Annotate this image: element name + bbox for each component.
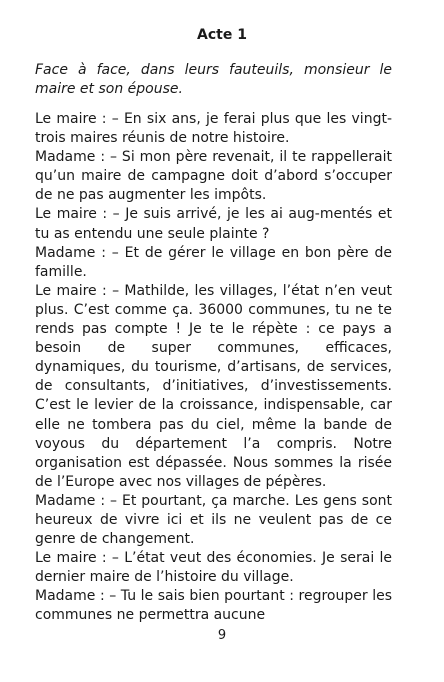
- dialogue-line: Le maire : – Mathilde, les villages, l’état n’en veut plus. C’est comme ça. 36000 communes, tu ne te rends pas compte ! Je te le répète : ce pays a besoin de super communes, efficaces, dynamiques, du tourisme, d’artisans, de services, de consultants, d’initiatives, d’investissements. C’est le levier de la croissance, indispensable, car elle ne tombera pas du ciel, même la bande de voyous du département l’a compris. Notre organisation est dépassée. Nous sommes la risée de l’Europe avec nos villages de pépères.: [35, 282, 392, 490]
- dialogue-line: Le maire : – L’état veut des économies. Je serai le dernier maire de l’histoire du village.: [35, 550, 392, 586]
- dialogue-line: Madame : – Tu le sais bien pourtant : regrouper les communes ne permettra aucune: [35, 588, 392, 624]
- dialogue-line: Madame : – Si mon père revenait, il te rappellerait qu’un maire de campagne doit d’abord s’occuper de ne pas augmenter les impôts.: [35, 149, 392, 204]
- dialogue: [35, 110, 392, 626]
- dialogue-line: Le maire : – En six ans, je ferai plus que les vingt-trois maires réunis de notre histoire.: [35, 111, 392, 147]
- dialogue-line: Le maire : – Je suis arrivé, je les ai aug-mentés et tu as entendu une seule plainte ?: [35, 206, 392, 242]
- page-number: 9: [217, 628, 227, 643]
- dialogue-line: Madame : – Et pourtant, ça marche. Les gens sont heureux de vivre ici et ils ne veulent pas de ce genre de changement.: [35, 492, 392, 548]
- stage-direction: Face à face, dans leurs fauteuils, monsieur le maire et son épouse.: [35, 62, 392, 98]
- dialogue-line: Madame : – Et de gérer le village en bon père de famille.: [35, 244, 392, 280]
- act-title: Acte 1: [197, 27, 247, 43]
